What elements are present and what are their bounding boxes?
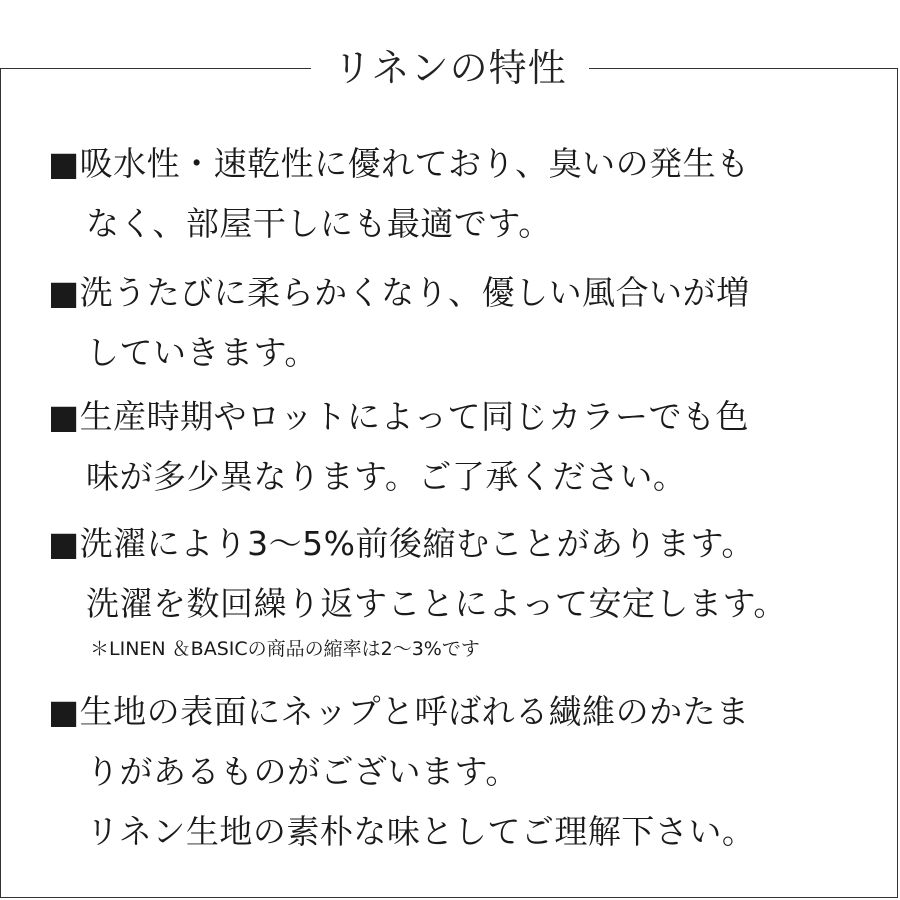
feature-line: 洗濯を数回繰り返すことによって安定します。 [86, 584, 787, 623]
feature-item-shrinkage [48, 514, 878, 664]
shrinkage-note: ＊LINEN ＆BASICの商品の縮率は2〜3%です [90, 638, 480, 660]
feature-line: 味が多少異なります。ご了承ください。 [86, 457, 687, 496]
feature-line: ■洗濯により3〜5%前後縮むことがあります。 [48, 524, 755, 563]
feature-line: ■吸水性・速乾性に優れており、臭いの発生も [48, 144, 750, 183]
feature-line: ■洗うたびに柔らかくなり、優しい風合いが増 [48, 273, 750, 312]
feature-item-absorbency [48, 134, 878, 254]
title-container [0, 40, 900, 96]
feature-item-color-variation [48, 387, 878, 507]
feature-item-nep [48, 682, 878, 862]
feature-line: りがあるものがございます。 [86, 752, 519, 791]
feature-line: リネン生地の素朴な味としてご理解下さい。 [86, 812, 756, 851]
feature-line: なく、部屋干しにも最適です。 [86, 204, 552, 243]
feature-line: ■生地の表面にネップと呼ばれる繊維のかたま [48, 692, 750, 731]
feature-line: していきます。 [86, 333, 318, 372]
feature-item-softness [48, 263, 878, 383]
page-title: リネンの特性 [311, 40, 588, 96]
feature-line: ■生産時期やロットによって同じカラーでも色 [48, 397, 750, 436]
